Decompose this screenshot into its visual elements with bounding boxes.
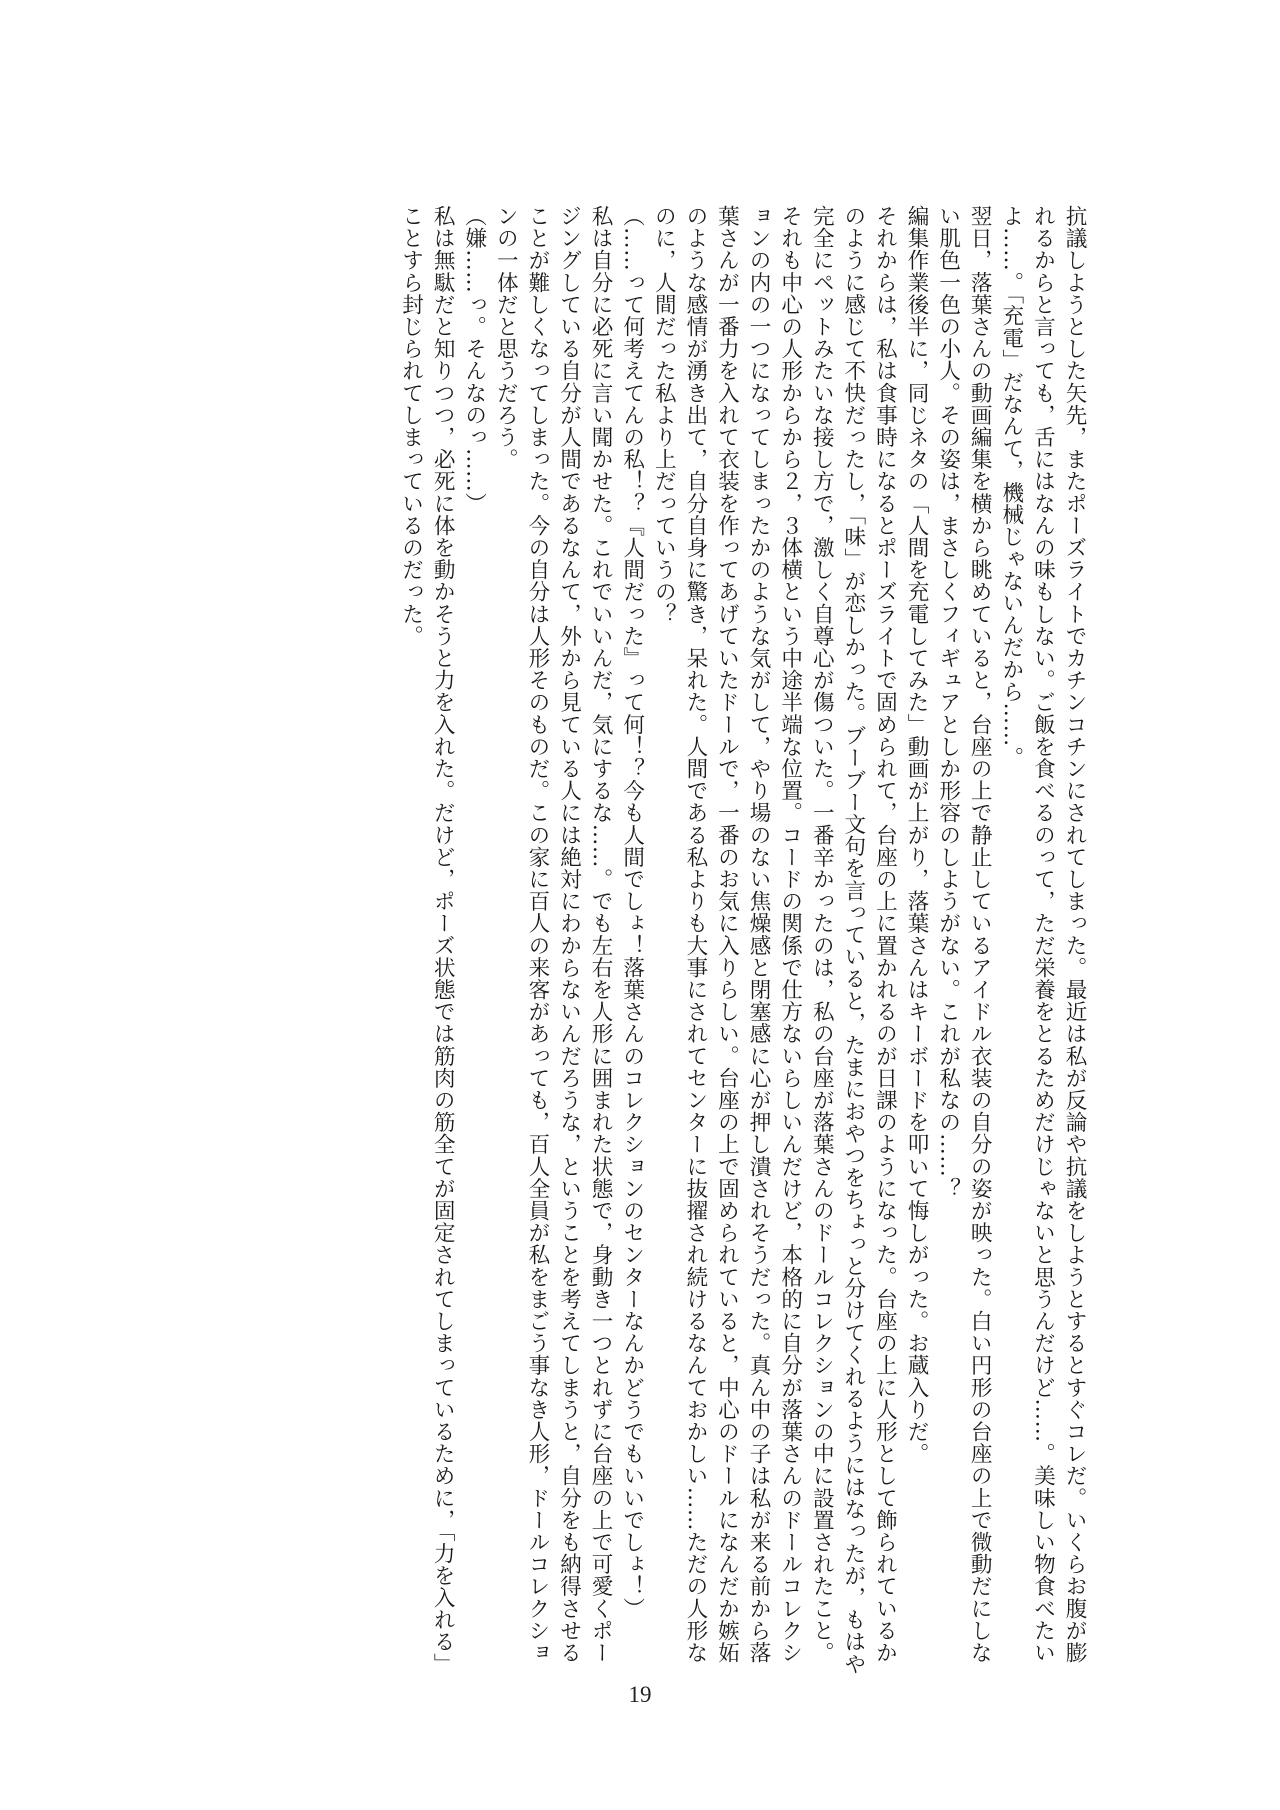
paragraph-complaint: 抗議しようとした矢先，またポーズライトでカチンコチンにされてしまった。最近は私が反論や抗議をしようとするとすぐコレだ。いくらお腹が膨れるからと言っても，舌にはなんの味もしない。ご飯を食べるのって，ただ栄養をとるためだけじゃないと思うんだけど……。美味しい物食べたいよ……。「充電」だなんて，機械じゃないんだから……。: [998, 205, 1087, 1664]
vertical-text-body: [170, 205, 1090, 1685]
paragraph-struggle: 私は無駄だと知りつつ，必死に体を動かそうと力を入れた。だけど，ポーズ状態では筋肉の筋全てが固定されてしまっているために，「力を入れる」ことすら封じられてしまっているのだった。: [398, 205, 456, 1675]
page-number: 19: [628, 1682, 652, 1707]
paragraph-refusal: （嫌……っ。そんなのっ……）: [461, 205, 487, 515]
paragraph-self-persuasion: 私は自分に必死に言い聞かせた。これでいいんだ，気にするな……。でも左右を人形に囲まれた状態で，身動き一つとれずに台座の上で可愛くポージングしている自分が人間であるなんて，外から見ている人には絶対にわからないんだろうな，ということを考えてしまうと，自分をも納得させることが難しくなってしまった。今の自分は人形そのものだ。この家に百人の来客があっても，百人全員が私をまごう事なき人形，ドールコレクションの一体だと思うだろう。: [493, 205, 614, 1664]
paragraph-inner-thought: （……って何考えてんの私！？『人間だった』って何！？今も人間でしょ！落葉さんのコレクションのセンターなんかどうでもいいでしょ！）: [619, 205, 645, 1620]
paragraph-editing: 編集作業後半に，同じネタの「人間を充電してみた」動画が上がり，落葉さんはキーボードを叩いて悔しがった。お蔵入りだ。: [904, 205, 930, 1465]
paragraph-next-day: 翌日，落葉さんの動画編集を横から眺めていると，台座の上で静止しているアイドル衣装の自分の姿が映った。白い円形の台座の上で微動だにしない肌色一色の小人。その姿は，まさしくフィギュアとしか形容のしようがない。これが私なの……？: [935, 205, 993, 1664]
paragraph-doll-collection: それからは，私は食事時になるとポーズライトで固められて，台座の上に置かれるのが日課のようになった。台座の上に人形として飾られているかのように感じて不快だったし，「味」が恋しかった。ブーブー文句を言っていると，たまにおやつをちょっと分けてくれるようにはなったが，もはや完全にペットみたいな接し方で，激しく自尊心が傷ついた。一番辛かったのは，私の台座が落葉さんのドールコレクションの中に設置されたこと。それも中心の人形からから２，３体横という中途半端な位置。コードの関係で仕方ないらしいんだけど，本格的に自分が落葉さんのドールコレクションの内の一つになってしまったかのような気がして，やり場のない焦燥感と閉塞感に心が押し潰されそうだった。真ん中の子は私が来る前から落葉さんが一番力を入れて衣装を作ってあげていたドールで，一番のお気に入りらしい。台座の上で固められていると，中心のドールになんだか嫉妬のような感情が湧き出て，自分自身に驚き，呆れた。人間である私よりも大事にされてセンターに抜擢され続けるなんておかしい……ただの人形なのに，人間だった私より上だっていうの？: [651, 205, 898, 1675]
